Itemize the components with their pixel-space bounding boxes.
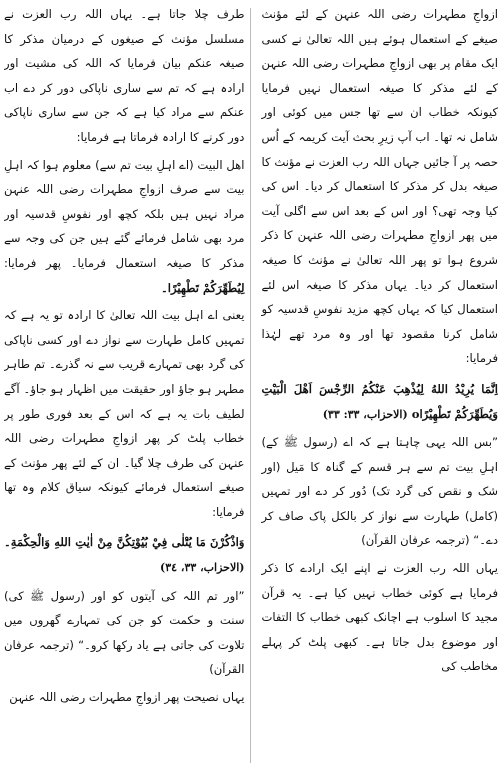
verse-translation: ”بس اللہ یہی چاہتا ہے کہ اے (رسول ﷺ کے) اہلِ بیت تم سے ہر قسم کے گناہ کا مَیل (اور شک و نقص کی گرد تک) دُور کر دے اور تمہیں (کامل) طہارت سے نواز کر بالکل پاک صاف کر دے۔“ (ترجمہ عرفان القرآن) — [261, 435, 498, 548]
verse-text: اِنَّمَا يُرِيْدُ اللهُ لِيُذْهِبَ عَنْكُمُ الرِّجْسَ اَهْلَ الْبَيْتِ وَيُطَهِّرَكُمْ تَطْهِيْرًاo — [261, 381, 498, 421]
right-column — [253, 2, 498, 767]
verse-translation: ”اور تم اللہ کی آیتوں کو اور (رسول ﷺ کی) سنت و حکمت کو جن کی تمہارے گھروں میں تلاوت کی جاتی ہے یاد رکھا کرو۔“ (ترجمہ عرفان القرآن) — [4, 588, 245, 677]
verse-reference: (الاحزاب، ٣٣: ٣٣) — [322, 407, 408, 421]
paragraph: طرف چلا جاتا ہے۔ یہاں اللہ رب العزت نے مسلسل مؤنث کے صیغوں کے درمیان مذکر کا صیغہ عنکم بیان فرمایا کہ اللہ کی مشیت اور ارادہ ہے کہ تم سے ساری ناپاکی دور کر دے اب عنکم سے مراد کیا ہے کہ جن سے ساری ناپاکی دور کرنے کا ارادہ فرماتا ہے فرمایا: — [4, 7, 245, 144]
quran-verse — [261, 377, 498, 427]
paragraph: یہاں نصیحت پھر ازواجِ مطہرات رضی اللہ عنہن — [9, 690, 245, 705]
quran-verse — [4, 530, 244, 580]
arabic-phrase: لِيُطَهِّرَكُمْ تَطْهِيْرًا۔ — [160, 280, 245, 295]
paragraph: یہاں اللہ رب العزت نے اپنے ایک ارادے کا ذکر فرمایا ہے کوئی خطاب نہیں کیا ہے۔ یہ قرآن مجید کا اسلوب ہے اچانک کبھی خطاب کا التفات اور موضوع بدل جاتا ہے۔ کبھی پلٹ کر پہلے مخاطب کی — [261, 561, 498, 674]
paragraph — [4, 153, 244, 301]
paragraph: ازواجِ مطہرات رضی اللہ عنہن کے لئے مؤنث صیغے کے استعمال ہوئے ہیں اللہ تعالیٰ نے کسی ایک مقام پر بھی ازواجِ مطہرات رضی اللہ عنہن کے لئے مذکر کا صیغہ استعمال نہیں فرمایا کیونکہ خطاب ان سے تھا جس میں کوئی اور شامل نہ تھا۔ اب آپ زیرِ بحث آیت کریمہ کے اُس حصہ پر آ جائیں جہاں اللہ رب العزت نے مؤنث کا صیغہ بدل کر مذکر کا استعمال کر دیا۔ اس کی کیا وجہ تھی؟ اور اس کے بعد اس سے اگلی آیت میں پھر ازواجِ مطہرات رضی اللہ عنہن کا ذکر شروع ہوا تو پھر اللہ تعالیٰ نے مؤنث کا صیغہ استعمال کر دیا۔ یہاں مذکر کا صیغہ اس لئے استعمال کیا کہ یہاں کچھ مزید نفوسِ قدسیہ کو شامل کرنا مقصود تھا اور وہ مرد تھے لہٰذا فرمایا: — [261, 7, 498, 366]
paragraph-text: اھل البیت (اے اہلِ بیت تم سے) معلوم ہوا کہ اہلِ بیت سے صرف ازواجِ مطہرات رضی اللہ عنہن مراد نہیں ہیں بلکہ کچھ اور نفوسِ قدسیہ اور مرد بھی شامل فرمائے گئے ہیں جن کی وجہ سے مذکر کا صیغہ استعمال فرمایا۔ پھر فرمایا: — [4, 157, 245, 270]
column-divider — [250, 8, 251, 763]
left-column — [4, 2, 248, 767]
paragraph: یعنی اے اہل بیت اللہ تعالیٰ کا ارادہ تو یہ ہے کہ تمہیں کامل طہارت سے نواز دے اور کسی ناپاکی کی گرد بھی تمہارے قریب سے نہ گذرے۔ تم طاہر مطہر ہو جاؤ اور حقیقت میں اظہار ہو جاؤ۔ آگے لطیف بات یہ ہے کہ اس کے بعد فوری طور پر خطاب پلٹ کر پھر ازواجِ مطہرات رضی اللہ عنہن کی طرف چلا گیا۔ ان کے لئے پھر مؤنث کے صیغے استعمال فرمائے کیونکہ سیاق کلام وہ تھا فرمایا: — [4, 308, 245, 519]
verse-reference: (الاحزاب، ٣٣، ٣٤) — [160, 561, 245, 575]
verse-text: وَاذْكُرْنَ مَا يُتْلٰى فِيْ بُيُوْتِكُنَّ مِنْ اٰيٰتِ اللهِ وَالْحِكْمَةِ۔ — [4, 535, 245, 550]
